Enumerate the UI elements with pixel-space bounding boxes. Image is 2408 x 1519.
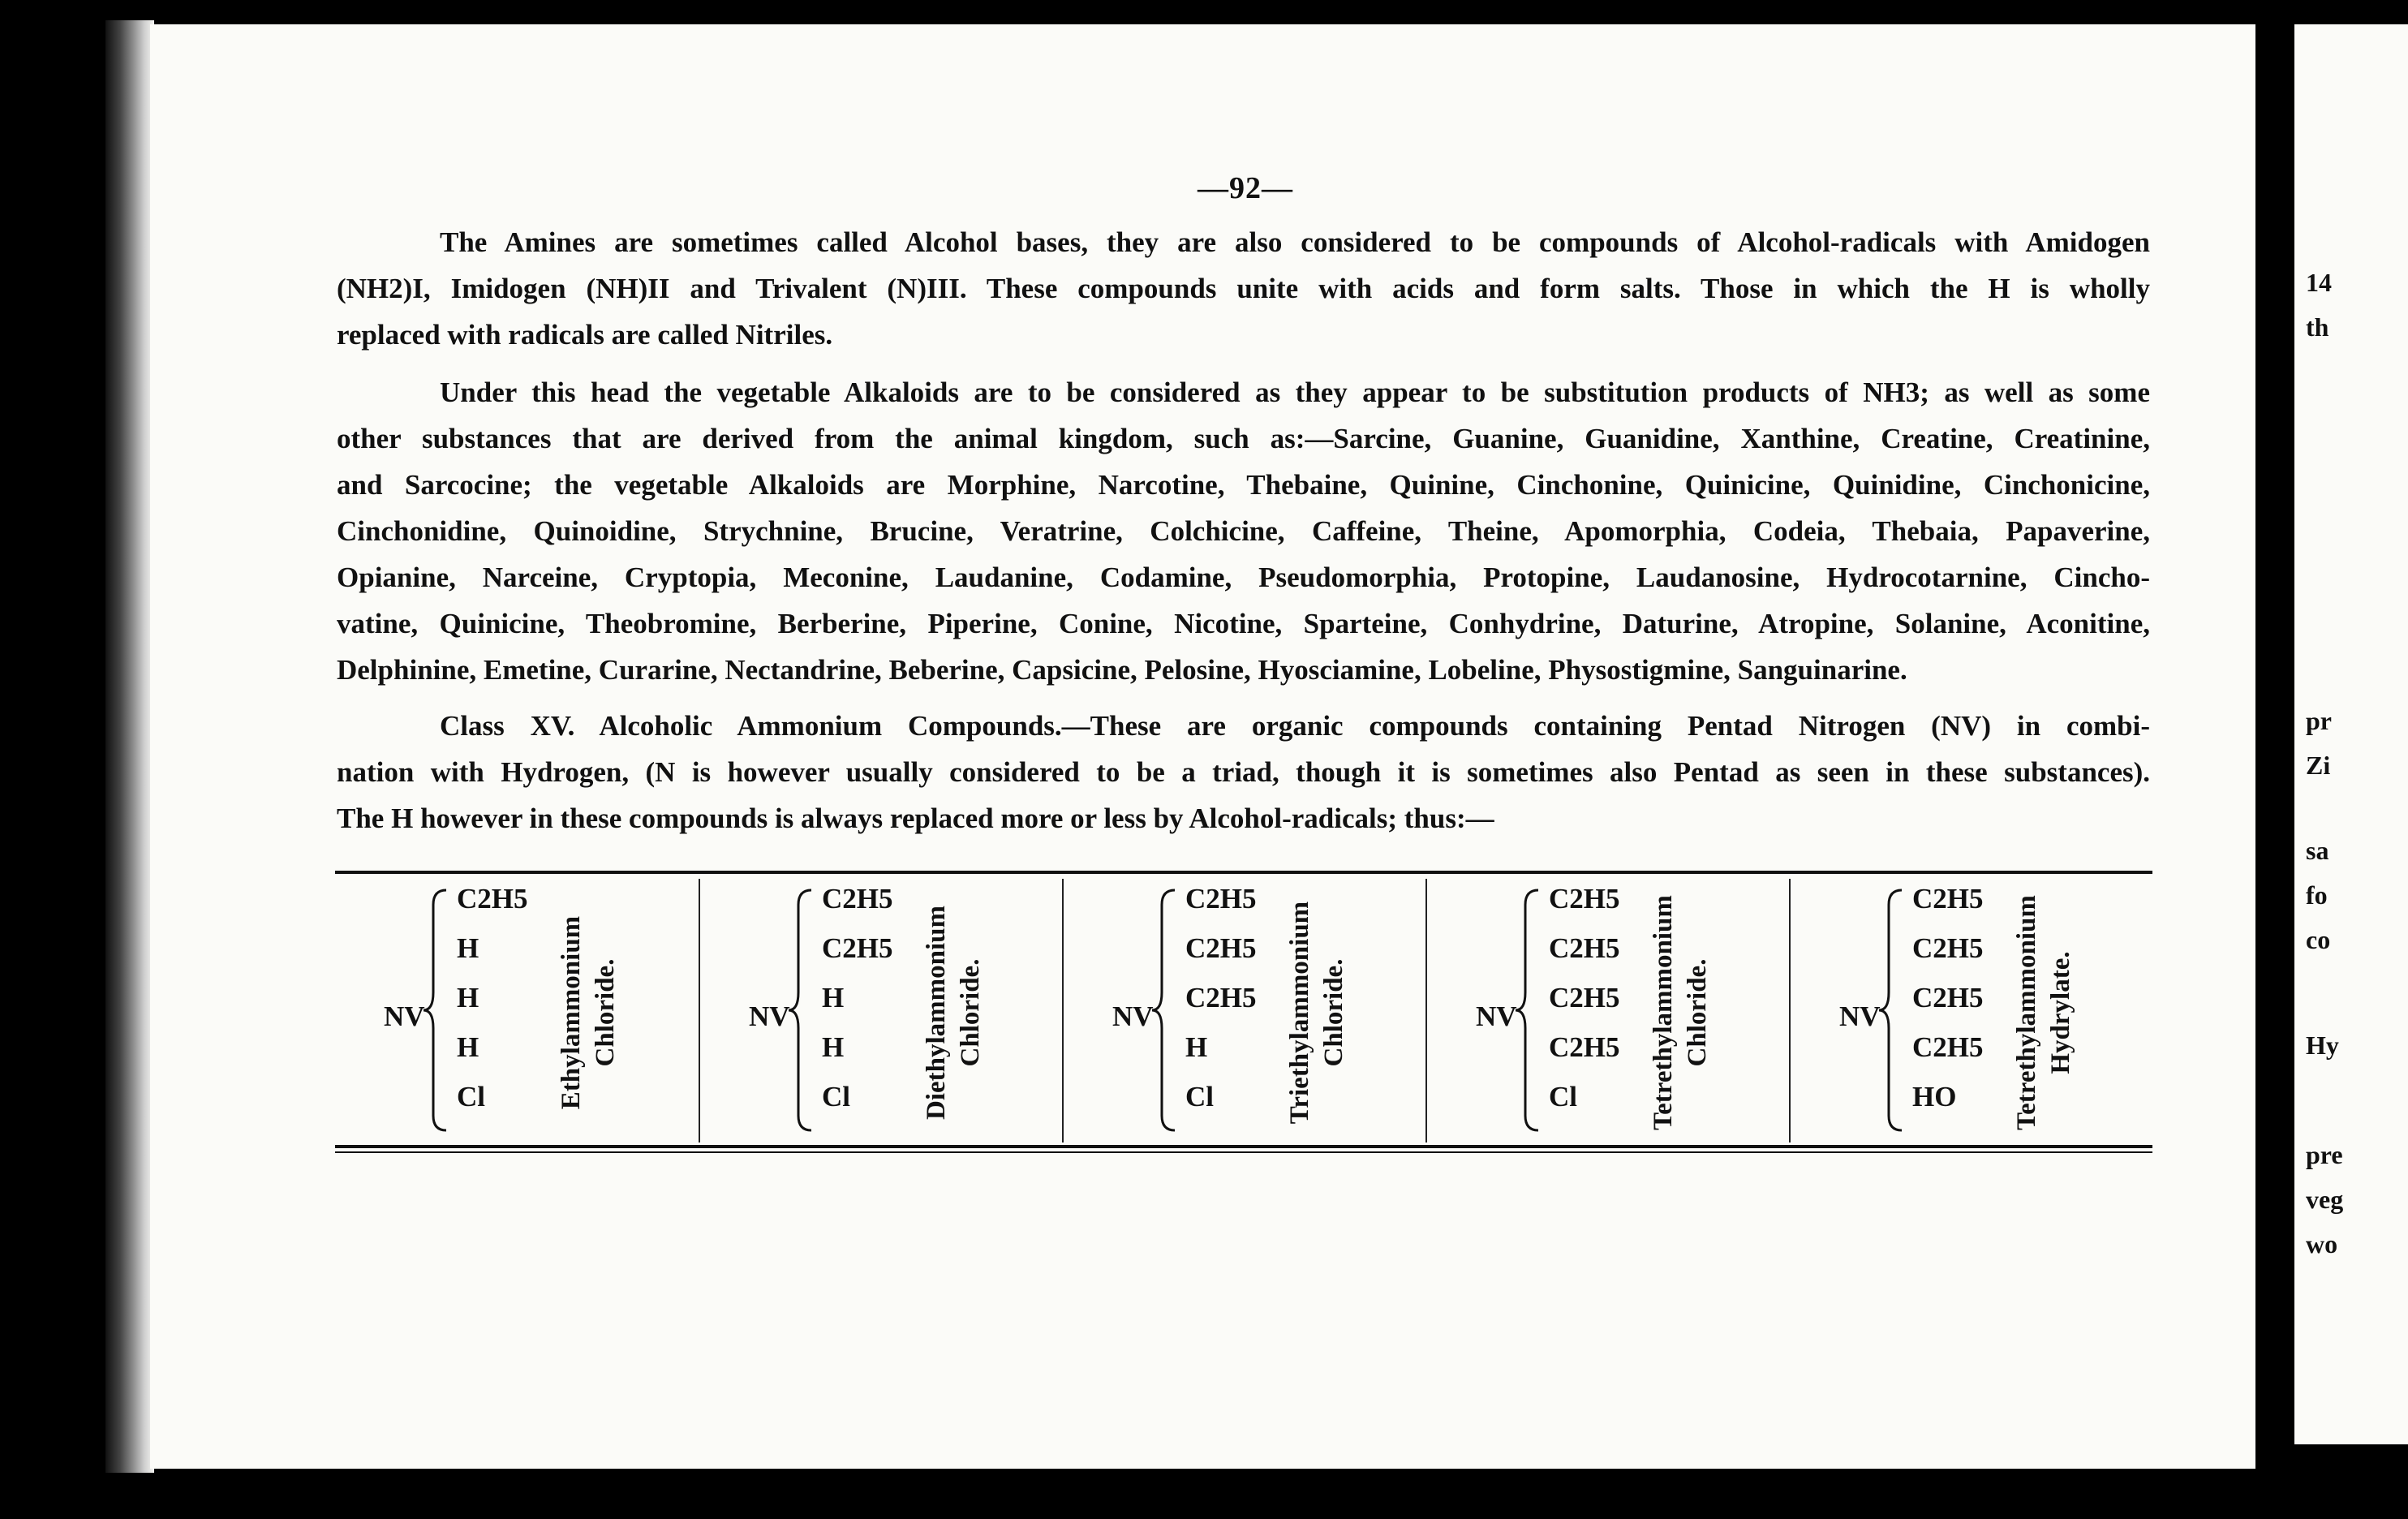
formula-cell: H	[457, 1031, 479, 1063]
facing-page-fragment: wo	[2306, 1229, 2338, 1259]
text-line: and Sarcocine; the vegetable Alkaloids are Morphine, Narcotine, Thebaine, Quinine, Cinchonine, Quinicine, Quinidine, Cinchonicine,	[337, 469, 2150, 501]
formula-cell: C2H5	[1912, 982, 1984, 1013]
paragraph-amines	[337, 219, 2150, 358]
formula-cell: Cl	[1185, 1081, 1214, 1112]
compound-name	[1646, 895, 1719, 1130]
formula-cell: H	[457, 982, 479, 1013]
text-line: replaced with radicals are called Nitriles.	[337, 319, 833, 351]
formula-cell: C2H5	[1549, 883, 1620, 914]
formula-cell: C2H5	[1185, 883, 1257, 914]
formula-cell: C2H5	[822, 932, 893, 964]
text-line: Cinchonidine, Quinoidine, Strychnine, Brucine, Veratrine, Colchicine, Caffeine, Theine, Apomorphia, Codeia, Thebaia, Papaverine,	[337, 515, 2150, 547]
compound-name-line: Hydrylate.	[2046, 951, 2075, 1074]
text-line: Under this head the vegetable Alkaloids are to be considered as they appear to be substitution products of NH3; as well as some	[440, 377, 2150, 408]
facing-page-fragment: pre	[2306, 1140, 2343, 1169]
table-column	[1789, 879, 2154, 1142]
facing-page-fragment: Hy	[2306, 1031, 2339, 1060]
formula-cell: Cl	[822, 1081, 850, 1112]
text-line: The H however in these compounds is always replaced more or less by Alcohol-radicals; thus:—	[337, 803, 1494, 834]
formula-cell: H	[822, 982, 845, 1013]
table-column	[335, 879, 699, 1142]
compound-name-line: Chloride.	[956, 958, 985, 1067]
book-spine	[105, 20, 154, 1473]
formula-cell: C2H5	[1549, 932, 1620, 964]
table-top-rule	[335, 871, 2152, 874]
nitrogen-label: NV	[749, 1000, 790, 1032]
compound-name	[554, 895, 627, 1130]
formula-cell: Cl	[457, 1081, 485, 1112]
facing-page-fragment: 14	[2306, 268, 2332, 297]
nitrogen-label: NV	[1839, 1000, 1881, 1032]
formula-cell: C2H5	[822, 883, 893, 914]
formula-cell: Cl	[1549, 1081, 1577, 1112]
compound-name-line: Chloride.	[1683, 958, 1712, 1067]
facing-page-fragment: veg	[2306, 1185, 2344, 1214]
formula-cell: C2H5	[457, 883, 528, 914]
table-column	[699, 879, 1064, 1142]
text-line: Opianine, Narceine, Cryptopia, Meconine, Laudanine, Codamine, Pseudomorphia, Protopine, Laudanosine, Hydrocotarnine, Cincho-	[337, 562, 2150, 593]
table-bottom-rule	[335, 1151, 2152, 1153]
compound-name	[1283, 895, 1356, 1130]
text-line: The Amines are sometimes called Alcohol bases, they are also considered to be compounds of Alcohol-radicals with Amidogen	[440, 226, 2150, 258]
text-line: nation with Hydrogen, (N is however usually considered to be a triad, though it is sometimes also Pentad as seen in these substances).	[337, 756, 2150, 788]
table-bottom-rule	[335, 1145, 2152, 1148]
formula-cell: H	[822, 1031, 845, 1063]
formula-cell: C2H5	[1185, 932, 1257, 964]
compound-name-line: Chloride.	[591, 958, 620, 1067]
brace-icon	[420, 887, 453, 1134]
brace-icon	[1512, 887, 1545, 1134]
formula-cell: C2H5	[1549, 1031, 1620, 1063]
formula-cell: C2H5	[1185, 982, 1257, 1013]
facing-page-fragment: fo	[2306, 880, 2328, 910]
facing-page-fragment: sa	[2306, 836, 2329, 865]
facing-page-fragment: co	[2306, 925, 2331, 954]
nitrogen-label: NV	[1476, 1000, 1517, 1032]
compound-name	[919, 895, 992, 1130]
brace-icon	[1876, 887, 1908, 1134]
text-line: (NH2)I, Imidogen (NH)II and Trivalent (N)III. These compounds unite with acids and form salts. Those in which the H is wholly	[337, 273, 2150, 304]
brace-icon	[785, 887, 818, 1134]
compound-name	[2010, 895, 2083, 1130]
page-number: —92—	[1198, 171, 1293, 205]
compound-name-line: Tetrethylammonium	[1649, 895, 1678, 1130]
formula-cell: C2H5	[1912, 932, 1984, 964]
compound-name-line: Diethylammonium	[922, 906, 951, 1120]
compound-name-line: Tetrethylammonium	[2012, 895, 2041, 1130]
ammonium-compounds-table	[335, 871, 2152, 1156]
paragraph-class-xv	[337, 703, 2150, 841]
facing-page-fragment: pr	[2306, 706, 2332, 735]
nitrogen-label: NV	[1112, 1000, 1154, 1032]
text-line: other substances that are derived from the animal kingdom, such as:—Sarcine, Guanine, Guanidine, Xanthine, Creatine, Creatinine,	[337, 423, 2150, 454]
text-line: Class XV. Alcoholic Ammonium Compounds.—These are organic compounds containing Pentad Nitrogen (NV) in combi-	[440, 710, 2150, 742]
brace-icon	[1149, 887, 1181, 1134]
compound-name-line: Ethylammonium	[557, 915, 586, 1110]
nitrogen-label: NV	[384, 1000, 425, 1032]
compound-name-line: Chloride.	[1319, 958, 1348, 1067]
formula-cell: HO	[1912, 1081, 1957, 1112]
facing-page-fragment: th	[2306, 312, 2329, 342]
text-line: Delphinine, Emetine, Curarine, Nectandrine, Beberine, Capsicine, Pelosine, Hyosciamine, Lobeline, Physostigmine, Sanguinarine.	[337, 654, 1907, 686]
table-column	[1425, 879, 1791, 1142]
paragraph-alkaloids	[337, 369, 2150, 693]
table-column	[1062, 879, 1427, 1142]
facing-page-fragment: Zi	[2306, 751, 2331, 780]
formula-cell: H	[1185, 1031, 1208, 1063]
facing-page	[2294, 24, 2408, 1444]
compound-name-line: Triethylammonium	[1285, 901, 1314, 1125]
formula-cell: C2H5	[1912, 883, 1984, 914]
formula-cell: C2H5	[1549, 982, 1620, 1013]
formula-cell: H	[457, 932, 479, 964]
formula-cell: C2H5	[1912, 1031, 1984, 1063]
text-line: vatine, Quinicine, Theobromine, Berberine, Piperine, Conine, Nicotine, Sparteine, Conhydrine, Daturine, Atropine, Solanine, Aconitine,	[337, 608, 2150, 639]
